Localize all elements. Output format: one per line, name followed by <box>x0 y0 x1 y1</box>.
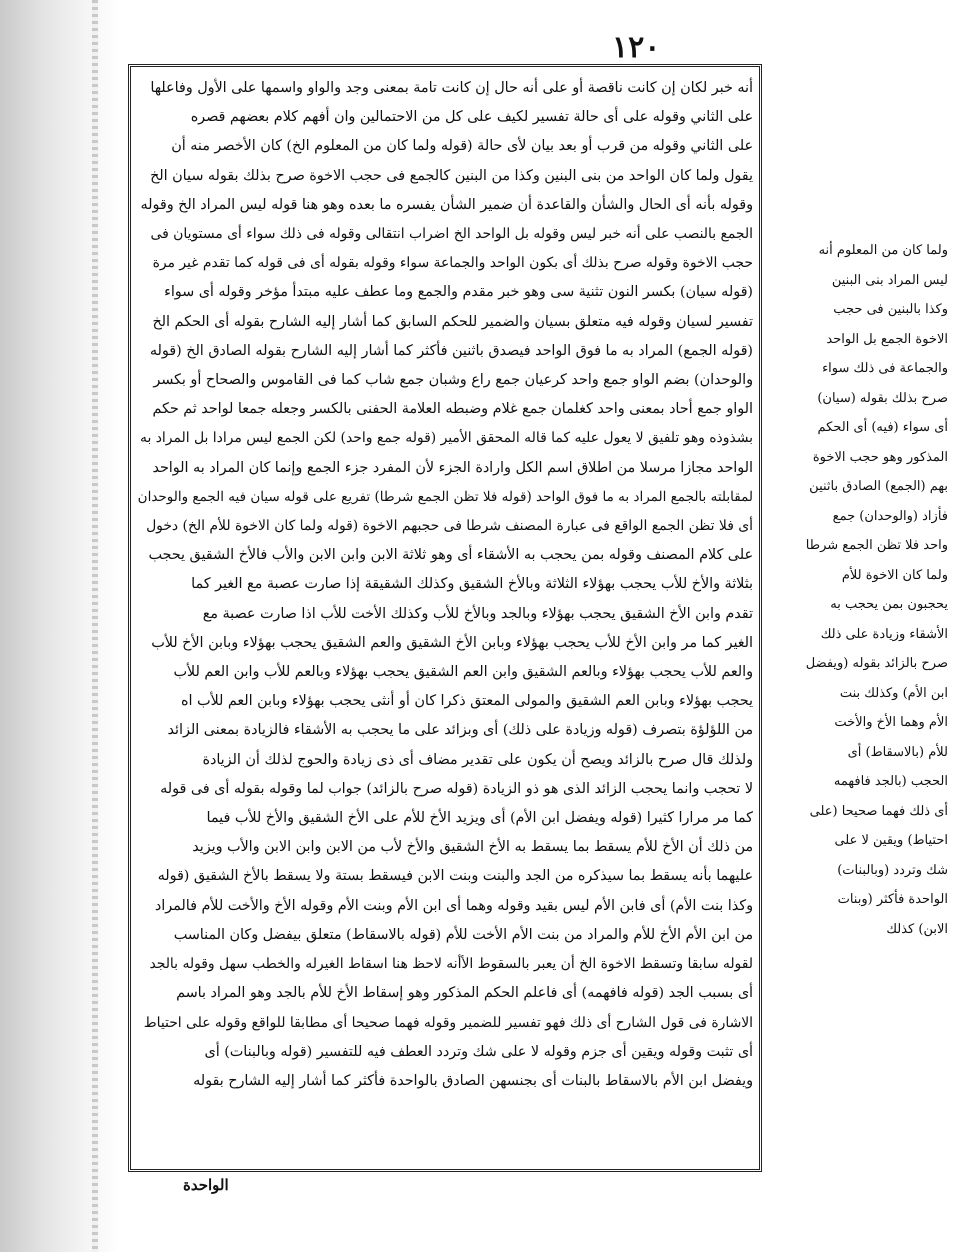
text-line: ولذلك قال صرح بالزائد ويصح أن يكون على تقدير مضاف أى ذى زيادة والحوج لذلك أن الزيادة <box>202 751 753 768</box>
gloss-line: شك وتردد (وبالبنات) <box>837 862 948 878</box>
marginal-gloss <box>772 236 948 998</box>
gloss-line: ابن الأم) وكذلك بنت <box>839 685 948 701</box>
text-line: على كلام المصنف وقوله بمن يحجب به الأشقاء أى وهو ثلاثة الابن وابن الابن والأب فالأخ الشقيق يحجب <box>148 547 753 564</box>
text-line: لقوله سابقا وتسقط الاخوة الخ أن يعبر بالسقوط الأأنه لاحظ هنا اسقاط الغيرله والخطب سهل وقوله بالجد <box>149 956 753 973</box>
text-line: أى بسبب الجد (قوله فافهمه) أى فاعلم الحكم المذكور وهو إسقاط الأخ للأم بالجد وهو المراد باسم <box>176 985 753 1002</box>
gloss-line: ولما كان من المعلوم أنه <box>818 243 948 258</box>
text-line: بثلاثة والأخ للأب يحجب بهؤلاء الثلاثة وبالأخ الشقيق وكذلك الشقيقة إذا صارت عصبة مع الغير كما <box>191 576 753 593</box>
gloss-line: الأشقاء وزيادة على ذلك <box>820 626 948 642</box>
text-line: على الثاني وقوله من قرب أو بعد بيان لأى حالة (قوله ولما كان من المعلوم الخ) كان الأخصر منه أن <box>171 138 753 155</box>
gloss-line: الابن) كذلك <box>886 921 948 937</box>
text-line: تقدم وابن الأخ الشقيق يحجب بهؤلاء وبالجد وبالأخ للأب وكذلك الأخت للأب اذا صارت عصبة مع <box>202 605 753 622</box>
gloss-line: ولما كان الاخوة للأم <box>841 567 948 583</box>
text-line: الواو جمع أحاد بمعنى واحد كغلمان جمع غلام وضبطه العلامة الحفنى بالكسر وجعله جمعا لواحد ثم حكم <box>152 401 753 418</box>
gloss-line: الأم وهما الأخ والأخت <box>834 715 948 730</box>
gloss-line: ليس المراد بنى البنين <box>831 272 948 288</box>
text-line: لا تحجب وانما يحجب الزائد الذى هو ذو الزيادة (قوله صرح بالزائد) جواب لما وقوله بقوله أى فى قوله <box>160 780 753 797</box>
gloss-line: يحجبون بمن يحجب به <box>830 597 948 612</box>
text-line: (قوله الجمع) المراد به ما فوق الواحد فيصدق باثنين فأكثر كما أشار إليه الشارح بقوله الصادق الخ (قوله <box>149 342 753 359</box>
gloss-line: الواحدة فأكثر (وبنات <box>837 892 948 907</box>
text-line: لمقابلته بالجمع المراد به ما فوق الواحد (قوله فلا تظن الجمع شرطا) تفريع على قوله سيان فيه الجمع والوحدان <box>137 488 753 505</box>
gloss-line: المذكور وهو حجب الاخوة <box>812 449 948 465</box>
gloss-line: أى سواء (فيه) أى الحكم <box>817 420 948 435</box>
text-line: تفسير لسيان وقوله فيه متعلق بسيان والضمير للحكم السابق كما أشار إليه الشارح بقوله أى الحكم الخ <box>152 313 753 330</box>
text-line: على الثاني وقوله على أى حالة تفسير لكيف على كل من الاحتمالين وان أفهم كلام بعضهم قصره <box>190 109 753 126</box>
text-line: وقوله بأنه أى الحال والشأن والقاعدة أن ضمير الشأن يفسره ما بعده وهو هنا قوله ليس المراد الخ وقوله <box>140 196 753 213</box>
text-line: من ذلك أن الأخ للأم يسقط بما يسقط به الأخ الشقيق والأخ لأب من الابن وابن الابن والأب ويزيد <box>192 839 753 856</box>
gloss-line: صرح بذلك بقوله (سيان) <box>817 390 948 406</box>
text-line: الغير كما مر وابن الأخ للأب يحجب بهؤلاء وبابن الأخ الشقيق والعم الشقيق يحجب بهؤلاء وبابن الأخ للأب <box>151 634 753 651</box>
gloss-line: صرح بالزائد بقوله (ويفضل <box>805 656 948 671</box>
book-spine-shadow <box>0 0 120 1252</box>
gloss-line: والجماعة فى ذلك سواء <box>822 361 948 376</box>
text-line: وكذا بنت الأم) أى فابن الأم ليس بقيد وقوله وهما أى ابن الأم وبنت الأم وقوله الأخ والأخت للأم فالمراد <box>154 897 753 914</box>
catchword: الواحدة <box>183 1176 229 1194</box>
text-line: أى تثبت وقوله ويقين أى جزم وقوله لا على شك وتردد العطف فيه للتفسير (قوله وبالبنات) أى <box>204 1043 753 1060</box>
commentary-text <box>137 74 753 1164</box>
gloss-line: فأزاد (والوحدان) جمع <box>832 508 948 524</box>
text-line: يحجب بهؤلاء وبابن العم الشقيق والمولى المعتق ذكرا كان أو أنثى يحجب بهؤلاء وبابن العم للأب اه <box>180 693 753 710</box>
text-line: (قوله سيان) بكسر النون تثنية سى وهو خبر مقدم والجمع وما عطف عليه مبتدأ مؤخر وقوله أى سواء <box>164 284 753 301</box>
text-line: عليهما بأنه يسقط بما سيذكره من الجد والبنت وبنت الابن فيسقط بستة ولا يسقط بالأخ الشقيق (قوله <box>157 868 753 885</box>
gloss-line: وكذا بالبنين فى حجب <box>833 302 948 317</box>
text-line: أى فلا تظن الجمع الواقع فى عبارة المصنف شرطا فى حجبهم الاخوة (قوله ولما كان الاخوة للأم الخ) دخول <box>146 518 753 535</box>
gloss-line: الحجب (بالجد فافهمه <box>833 774 948 789</box>
text-line: والعم للأب يحجب بهؤلاء وبالعم الشقيق وابن العم الشقيق يحجب بهؤلاء وبالعم للأب وابن العم للأب <box>173 664 753 681</box>
text-line: الاشارة فى قول الشارح أى ذلك فهو تفسير للضمير وقوله فهما صحيحا أى مطابقا للواقع وقوله على احتياط <box>143 1014 753 1031</box>
gloss-line: واحد فلا تظن الجمع شرطا <box>805 538 948 553</box>
text-line: الجمع بالنصب على أنه خبر ليس وقوله بل الواحد الخ اضراب انتقالى وقوله فى ذلك سواء أى مستويان فى <box>150 226 753 243</box>
text-line: حجب الاخوة وقوله صرح بذلك أى بكون الواحد والجماعة سواء وقوله بقوله أى فى قوله كما تقدم غير مرة <box>152 255 753 272</box>
gloss-line: الاخوة الجمع بل الواحد <box>826 331 948 347</box>
gloss-line: أى ذلك فهما صحيحا (على <box>809 803 948 819</box>
text-line: يقول ولما كان الواحد من بنى البنين وكذا من البنين كالجمع فى حجب الاخوة صرح بذلك بقوله سيان الخ <box>150 167 753 184</box>
text-line: الواحد مجازا مرسلا من اطلاق اسم الكل وارادة الجزء لأن المفرد جزء الجمع وإنما كان المراد به الواحد <box>152 459 753 476</box>
gloss-line: احتياط) ويقين لا على <box>834 833 948 848</box>
page-number: ١٢٠ <box>612 30 661 65</box>
text-line: أنه خبر لكان إن كانت ناقصة أو على أنه حال إن كانت تامة بمعنى وجد والواو واسمها على الأول وفاعلها <box>150 80 753 96</box>
text-line: من اللؤلؤة بتصرف (قوله وزيادة على ذلك) أى وبزائد على ما يحجب به الأشقاء فالزيادة بمعنى الزائد <box>167 722 753 739</box>
gloss-line: للأم (بالاسقاط) أى <box>847 744 948 760</box>
text-line: والوحدان) بضم الواو جمع واحد كرعيان جمع راع وشبان جمع شاب كما فى القاموس والصحاح أو بكسر <box>153 372 753 389</box>
text-line: من ابن الأم الأخ للأم والمراد من بنت الأم الأخت للأم (قوله بالاسقاط) متعلق بيفضل وكان المناسب <box>173 926 753 943</box>
text-line: ويفضل ابن الأم بالاسقاط بالبنات أى بجنسهن الصادق بالواحدة فأكثر كما أشار إليه الشارح بقوله <box>193 1072 753 1089</box>
text-line: بشذوذه وهو تلفيق لا يعول عليه كما قاله المحقق الأمير (قوله جمع واحد) لكن الجمع ليس مرادا بل المراد به <box>140 430 753 447</box>
text-line: كما مر مرارا كثيرا (قوله ويفضل ابن الأم) أى ويزيد الأخ للأم على الأخ الشقيق والأخ للأب فيما <box>206 810 753 827</box>
gloss-line: بهم (الجمع) الصادق باثنين <box>809 479 948 494</box>
